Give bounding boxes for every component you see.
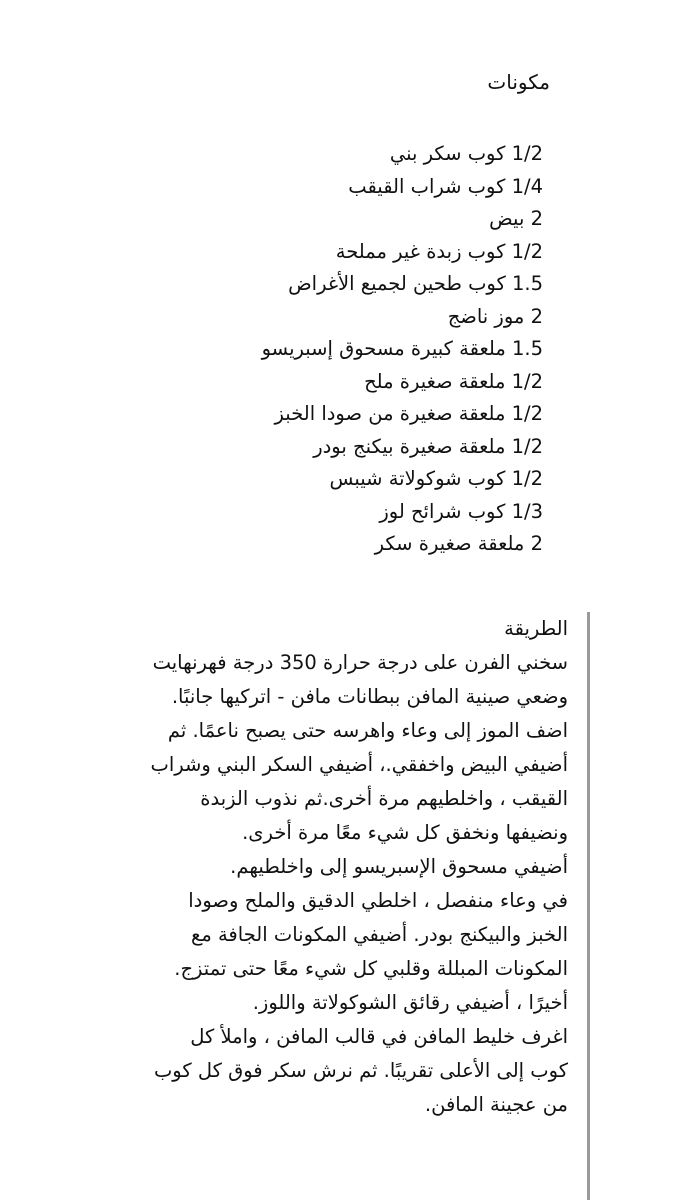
method-line: المكونات المبللة وقلبي كل شيء معًا حتى تمتزج.: [174, 957, 568, 980]
method-line: اضف الموز إلى وعاء واهرسه حتى يصبح ناعمًا. ثم: [167, 719, 568, 742]
method-line: ونضيفها ونخفق كل شيء معًا مرة أخرى.: [242, 821, 568, 844]
method-line: القيقب ، واخلطيهم مرة أخرى.ثم نذوب الزبدة: [200, 787, 568, 810]
ingredient-item: 2 بيض: [489, 207, 543, 230]
method-line: من عجينة المافن.: [424, 1093, 568, 1116]
method-line: وضعي صينية المافن ببطانات مافن - اتركيها جانبًا.: [171, 685, 568, 708]
method-line: الخبز والبيكنج بودر. أضيفي المكونات الجافة مع: [190, 923, 568, 946]
method-line: أضيفي البيض واخفقي.، أضيفي السكر البني وشراب: [150, 753, 568, 776]
method-line: في وعاء منفصل ، اخلطي الدقيق والملح وصودا: [188, 889, 568, 912]
ingredient-item: 1/2 ملعقة صغيرة بيكنج بودر: [313, 434, 543, 458]
ingredient-item: 1.5 كوب طحين لجميع الأغراض: [288, 272, 543, 295]
ingredient-item: 1/2 كوب شوكولاتة شيبس: [329, 467, 543, 490]
ingredient-item: 2 ملعقة صغيرة سكر: [374, 532, 543, 555]
ingredient-item: 1/4 كوب شراب القيقب: [348, 174, 543, 198]
ingredient-item: 1.5 ملعقة كبيرة مسحوق إسبريسو: [261, 337, 543, 360]
method-line: أضيفي مسحوق الإسبريسو إلى واخلطيهم.: [230, 855, 568, 878]
method-line: كوب إلى الأعلى تقريبًا. ثم نرش سكر فوق كل كوب: [153, 1059, 568, 1082]
method-heading: الطريقة: [504, 617, 568, 640]
ingredient-item: 1/2 كوب زبدة غير مملحة: [335, 239, 543, 263]
method-line: أخيرًا ، أضيفي رقائق الشوكولاتة واللوز.: [252, 991, 568, 1014]
ingredient-item: 1/2 كوب سكر بني: [389, 142, 543, 165]
method-line: سخني الفرن على درجة حرارة 350 درجة فهرنهايت: [152, 651, 568, 674]
ingredient-item: 2 موز ناضج: [447, 304, 543, 328]
method-text: [78, 612, 568, 1122]
ingredient-item: 1/2 ملعقة صغيرة ملح: [364, 369, 543, 393]
ingredient-item: 1/3 كوب شرائح لوز: [379, 499, 543, 523]
ingredient-item: 1/2 ملعقة صغيرة من صودا الخبز: [274, 402, 543, 425]
ingredients-list: [262, 138, 543, 561]
ingredients-heading: مكونات: [487, 70, 550, 94]
method-line: اغرف خليط المافن في قالب المافن ، واملأ كل: [190, 1025, 568, 1048]
quote-bar: [587, 612, 590, 1200]
